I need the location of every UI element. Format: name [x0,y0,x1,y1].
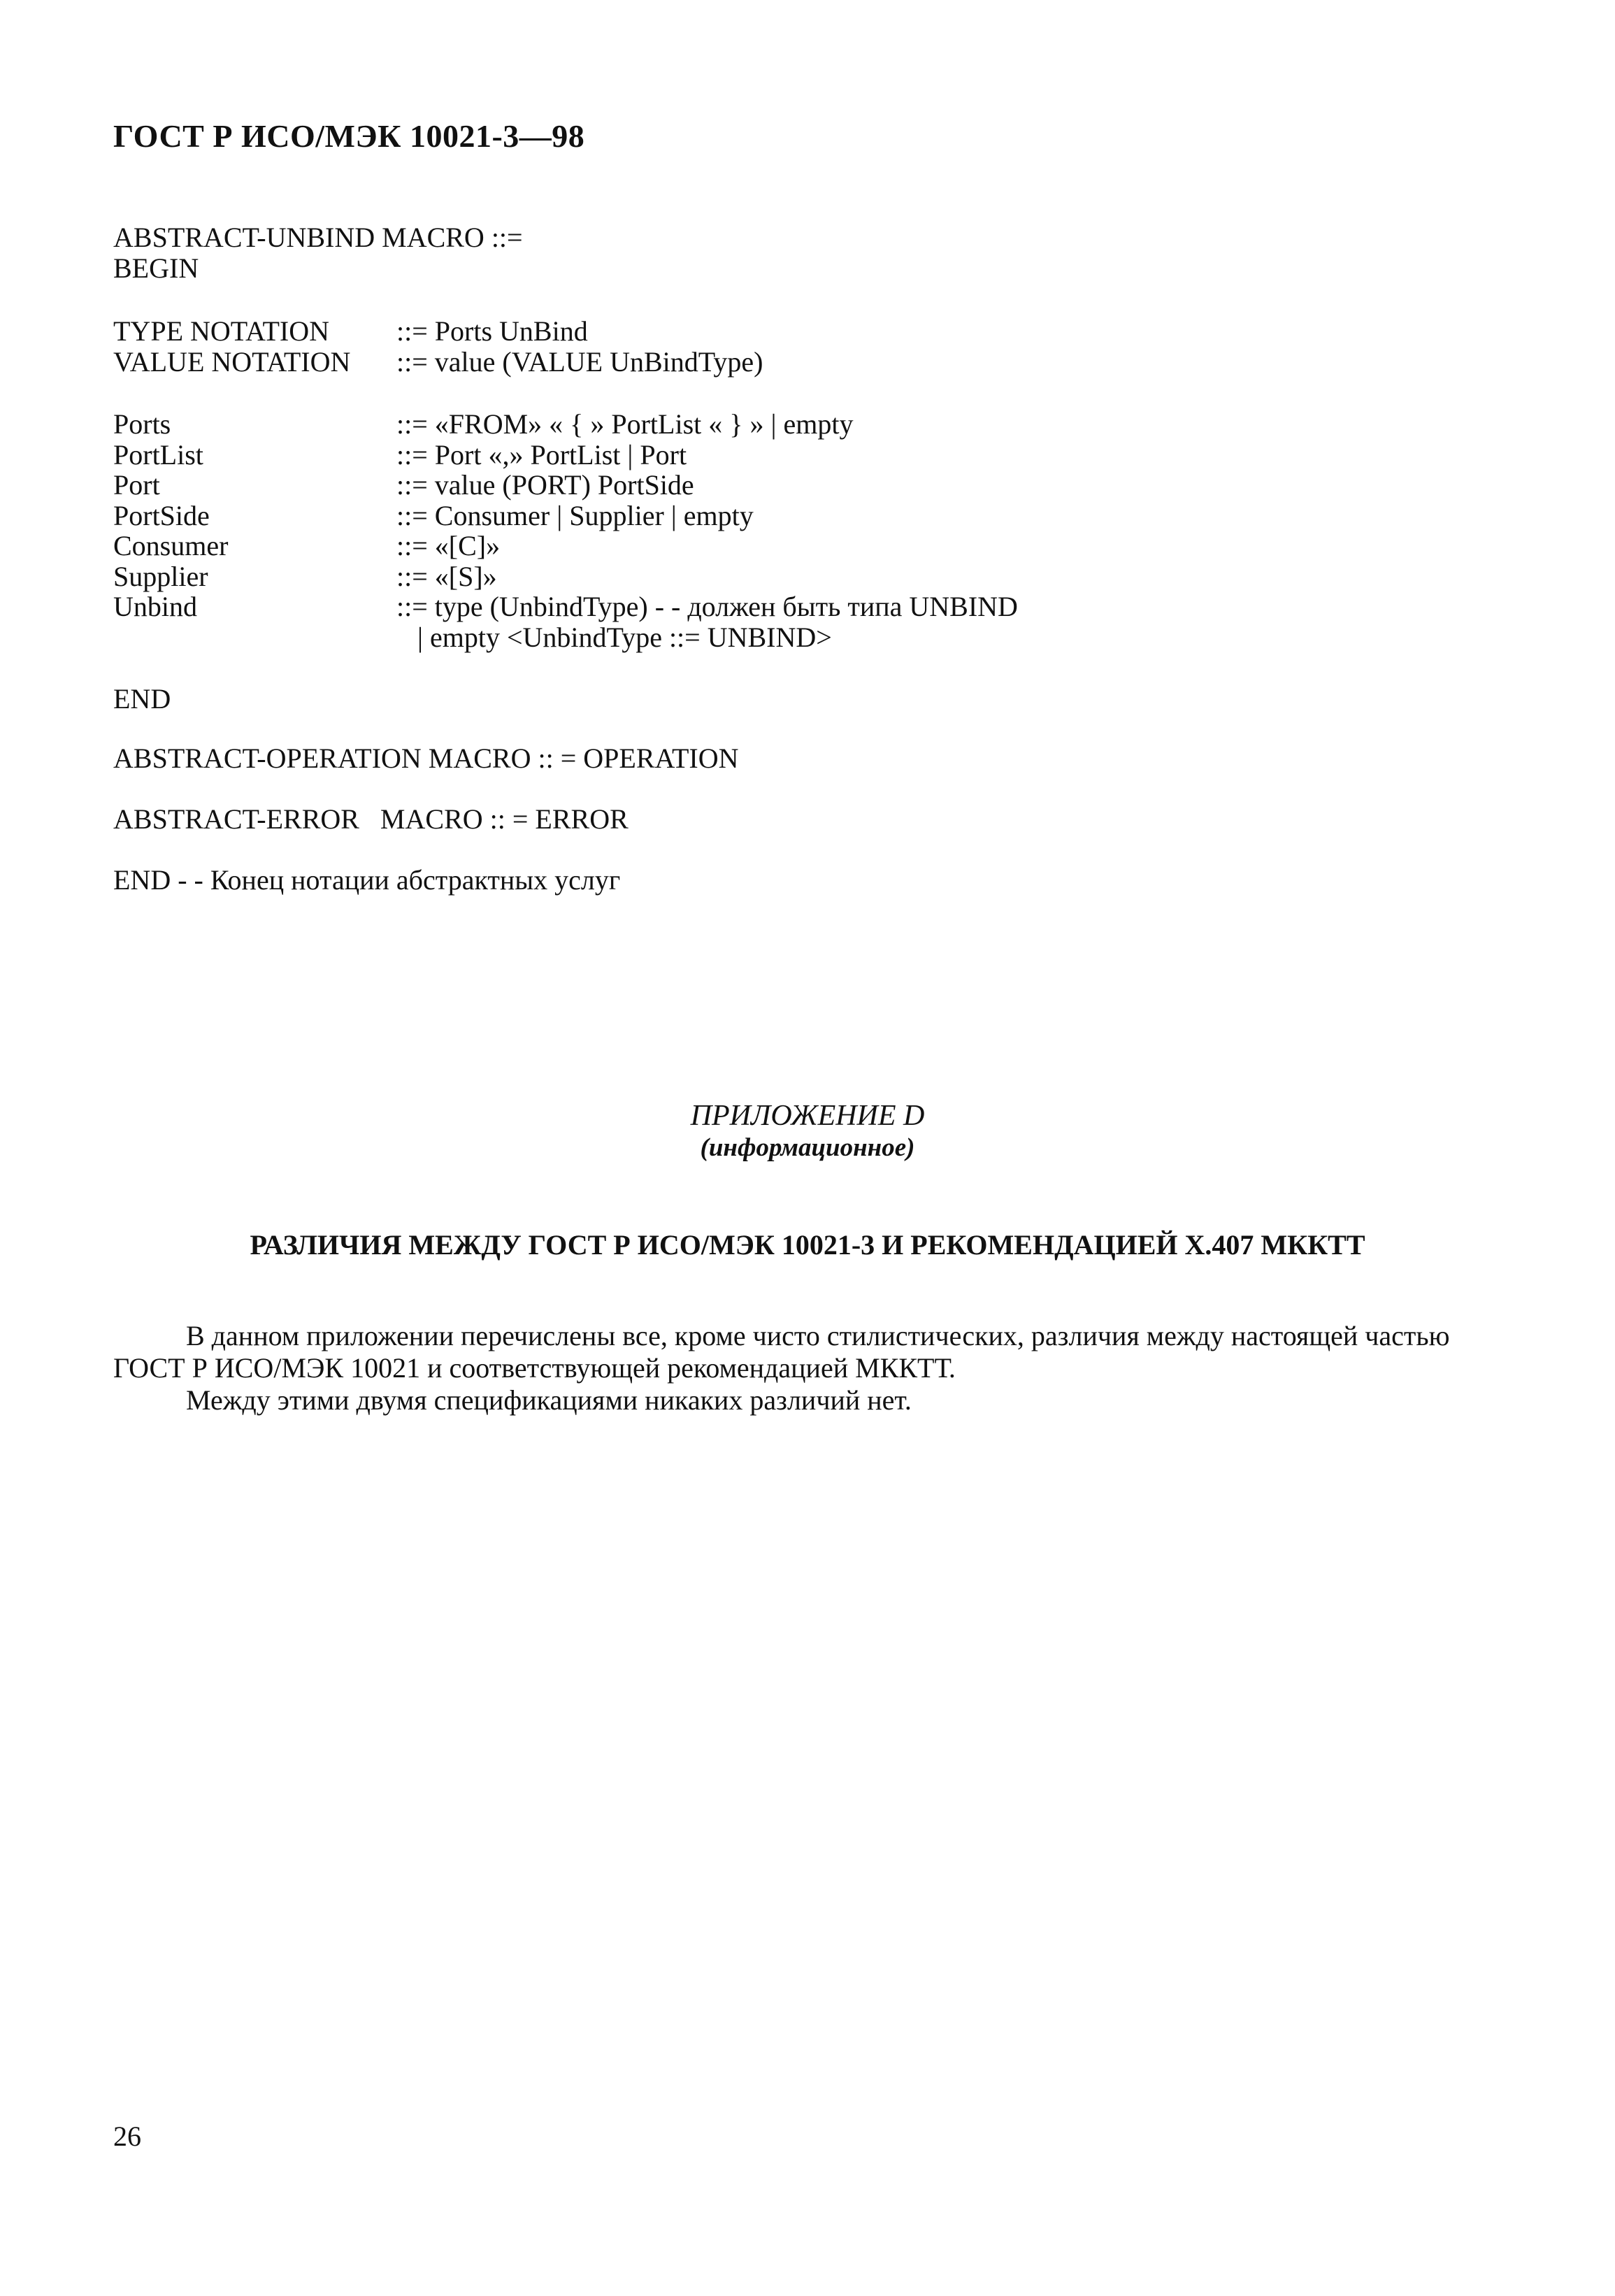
annex-subtitle: (информационное) [700,1133,915,1162]
rule-value: ::= «[S]» [396,560,497,592]
rule-row [113,531,1232,561]
notation-definitions [113,316,1092,377]
rule-value: ::= type (UnbindType) - - должен быть типа UNBIND [396,591,1018,622]
rule-value: ::= «FROM» « { » PortList « } » | empty [396,408,854,440]
annex-title: ПРИЛОЖЕНИЕ D [690,1100,925,1132]
rule-row [113,561,1232,592]
unbind-macro-heading: ABSTRACT-UNBIND MACRO ::= [113,222,523,253]
production-rules [113,409,1232,652]
definition-name: TYPE NOTATION [113,315,329,347]
rule-value: ::= «[C]» [396,530,501,561]
rule-row [113,470,1232,501]
rule-continuation: | empty <UnbindType ::= UNBIND> [417,621,832,653]
rule-name: Unbind [113,591,197,622]
rule-value: ::= value (PORT) PortSide [396,469,694,501]
rule-value: ::= Port «,» PortList | Port [396,438,687,471]
rule-continuation-row [113,622,1232,653]
rule-name: PortSide [113,499,210,531]
definition-row [113,316,1092,347]
document-header: ГОСТ Р ИСО/МЭК 10021-3—98 [113,118,585,154]
rule-value: ::= Consumer | Supplier | empty [396,499,754,531]
rule-row [113,440,1232,471]
paragraph-2: Между этими двумя спецификациями никаких различий нет. [186,1384,912,1416]
rule-name: Port [113,469,160,501]
page-number: 26 [113,2121,141,2152]
rule-name: PortList [113,438,203,471]
rule-row [113,591,1232,622]
rule-row [113,409,1232,440]
definition-value: ::= Ports UnBind [396,315,588,347]
definition-name: VALUE NOTATION [113,345,351,378]
begin-keyword: BEGIN [113,252,199,284]
rule-name: Ports [113,408,171,440]
definition-value: ::= value (VALUE UnBindType) [396,345,763,378]
error-macro-line: ABSTRACT-ERROR MACRO :: = ERROR [113,803,629,835]
paragraph-line-1: В данном приложении перечислены все, кроме чисто стилистических, различия между настоящей частью [186,1320,1450,1351]
rule-row [113,501,1232,531]
paragraph-line-2: ГОСТ Р ИСО/МЭК 10021 и соответствующей рекомендацией МККТТ. [113,1352,956,1384]
end-keyword: END [113,683,171,715]
operation-macro-line: ABSTRACT-OPERATION MACRO :: = OPERATION [113,742,739,774]
final-end-line: END - - Конец нотации абстрактных услуг [113,864,621,896]
rule-name: Supplier [113,560,208,592]
definition-row [113,347,1092,378]
rule-name: Consumer [113,530,229,561]
annex-heading: РАЗЛИЧИЯ МЕЖДУ ГОСТ Р ИСО/МЭК 10021-3 И РЕКОМЕНДАЦИЕЙ Х.407 МККТТ [250,1229,1365,1261]
